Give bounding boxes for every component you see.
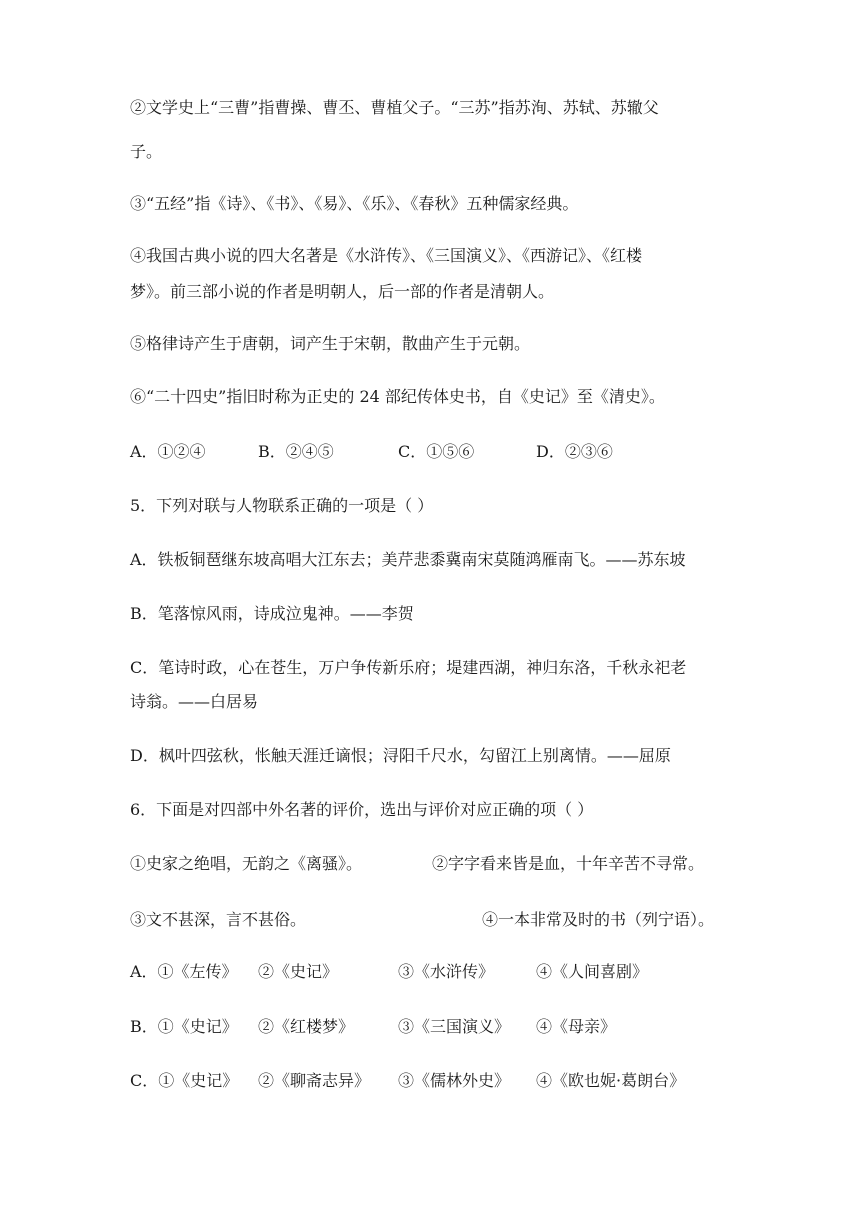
q6-option-a-part-3: ③《水浒传》 [398,962,495,981]
q5-option-c-line-1: C．笔诗时政，心在苍生，万户争传新乐府；堤建西湖，神归东洛，千秋永祀老 [130,658,687,677]
q6-evaluation-2: ②字字看来皆是血，十年辛苦不寻常。 [432,854,705,873]
q4-option-c: C．①⑤⑥ [398,442,475,461]
q6-option-b-part-1: B．①《史记》 [130,1017,238,1036]
q6-option-a-part-2: ②《史记》 [258,962,339,981]
q6-option-b-part-2: ②《红楼梦》 [258,1017,355,1036]
q5-stem: 5．下列对联与人物联系正确的一项是（ ） [130,496,434,515]
statement-5: ⑤格律诗产生于唐朝，词产生于宋朝，散曲产生于元朝。 [130,334,531,353]
q6-evaluation-1: ①史家之绝唱，无韵之《离骚》。 [130,854,363,873]
statement-4-line-1: ④我国古典小说的四大名著是《水浒传》、《三国演义》、《西游记》、《红楼 [130,246,643,265]
q4-option-d: D．②③⑥ [536,442,613,461]
q6-option-b-part-4: ④《母亲》 [536,1017,617,1036]
q6-evaluation-4: ④一本非常及时的书（列宁语）。 [482,910,715,929]
statement-4-line-2: 梦》。前三部小说的作者是明朝人，后一部的作者是清朝人。 [130,282,555,301]
statement-6: ⑥“二十四史”指旧时称为正史的 24 部纪传体史书，自《史记》至《清史》。 [130,387,665,406]
q4-option-a: A．①②④ [130,442,206,461]
q6-option-b-part-3: ③《三国演义》 [398,1017,511,1036]
statement-2-line-1: ②文学史上“三曹”指曹操、曹丕、曹植父子。“三苏”指苏洵、苏轼、苏辙父 [130,98,659,117]
q6-option-c-part-1: C．①《史记》 [130,1071,239,1090]
statement-3: ③“五经”指《诗》、《书》、《易》、《乐》、《春秋》五种儒家经典。 [130,194,579,213]
q6-option-c-part-3: ③《儒林外史》 [398,1071,511,1090]
q6-option-a-part-1: A．①《左传》 [130,962,238,981]
q5-option-c-line-2: 诗翁。——白居易 [130,692,259,711]
q6-option-c-part-2: ②《聊斋志异》 [258,1071,371,1090]
q6-option-c-part-4: ④《欧也妮·葛朗台》 [536,1071,686,1090]
q6-evaluation-3: ③文不甚深，言不甚俗。 [130,910,307,929]
q5-option-d: D．枫叶四弦秋，怅触天涯迁谪恨；浔阳千尺水，勾留江上别离情。——屈原 [130,746,671,765]
q5-option-b: B．笔落惊风雨，诗成泣鬼神。——李贺 [130,604,414,623]
q6-option-a-part-4: ④《人间喜剧》 [536,962,649,981]
q6-stem: 6．下面是对四部中外名著的评价，选出与评价对应正确的项（ ） [130,800,594,819]
q5-option-a: A．铁板铜琶继东坡高唱大江东去；美芹悲黍冀南宋莫随鸿雁南飞。——苏东坡 [130,550,686,569]
statement-2-line-2: 子。 [130,142,163,161]
q4-option-b: B．②④⑤ [258,442,334,461]
